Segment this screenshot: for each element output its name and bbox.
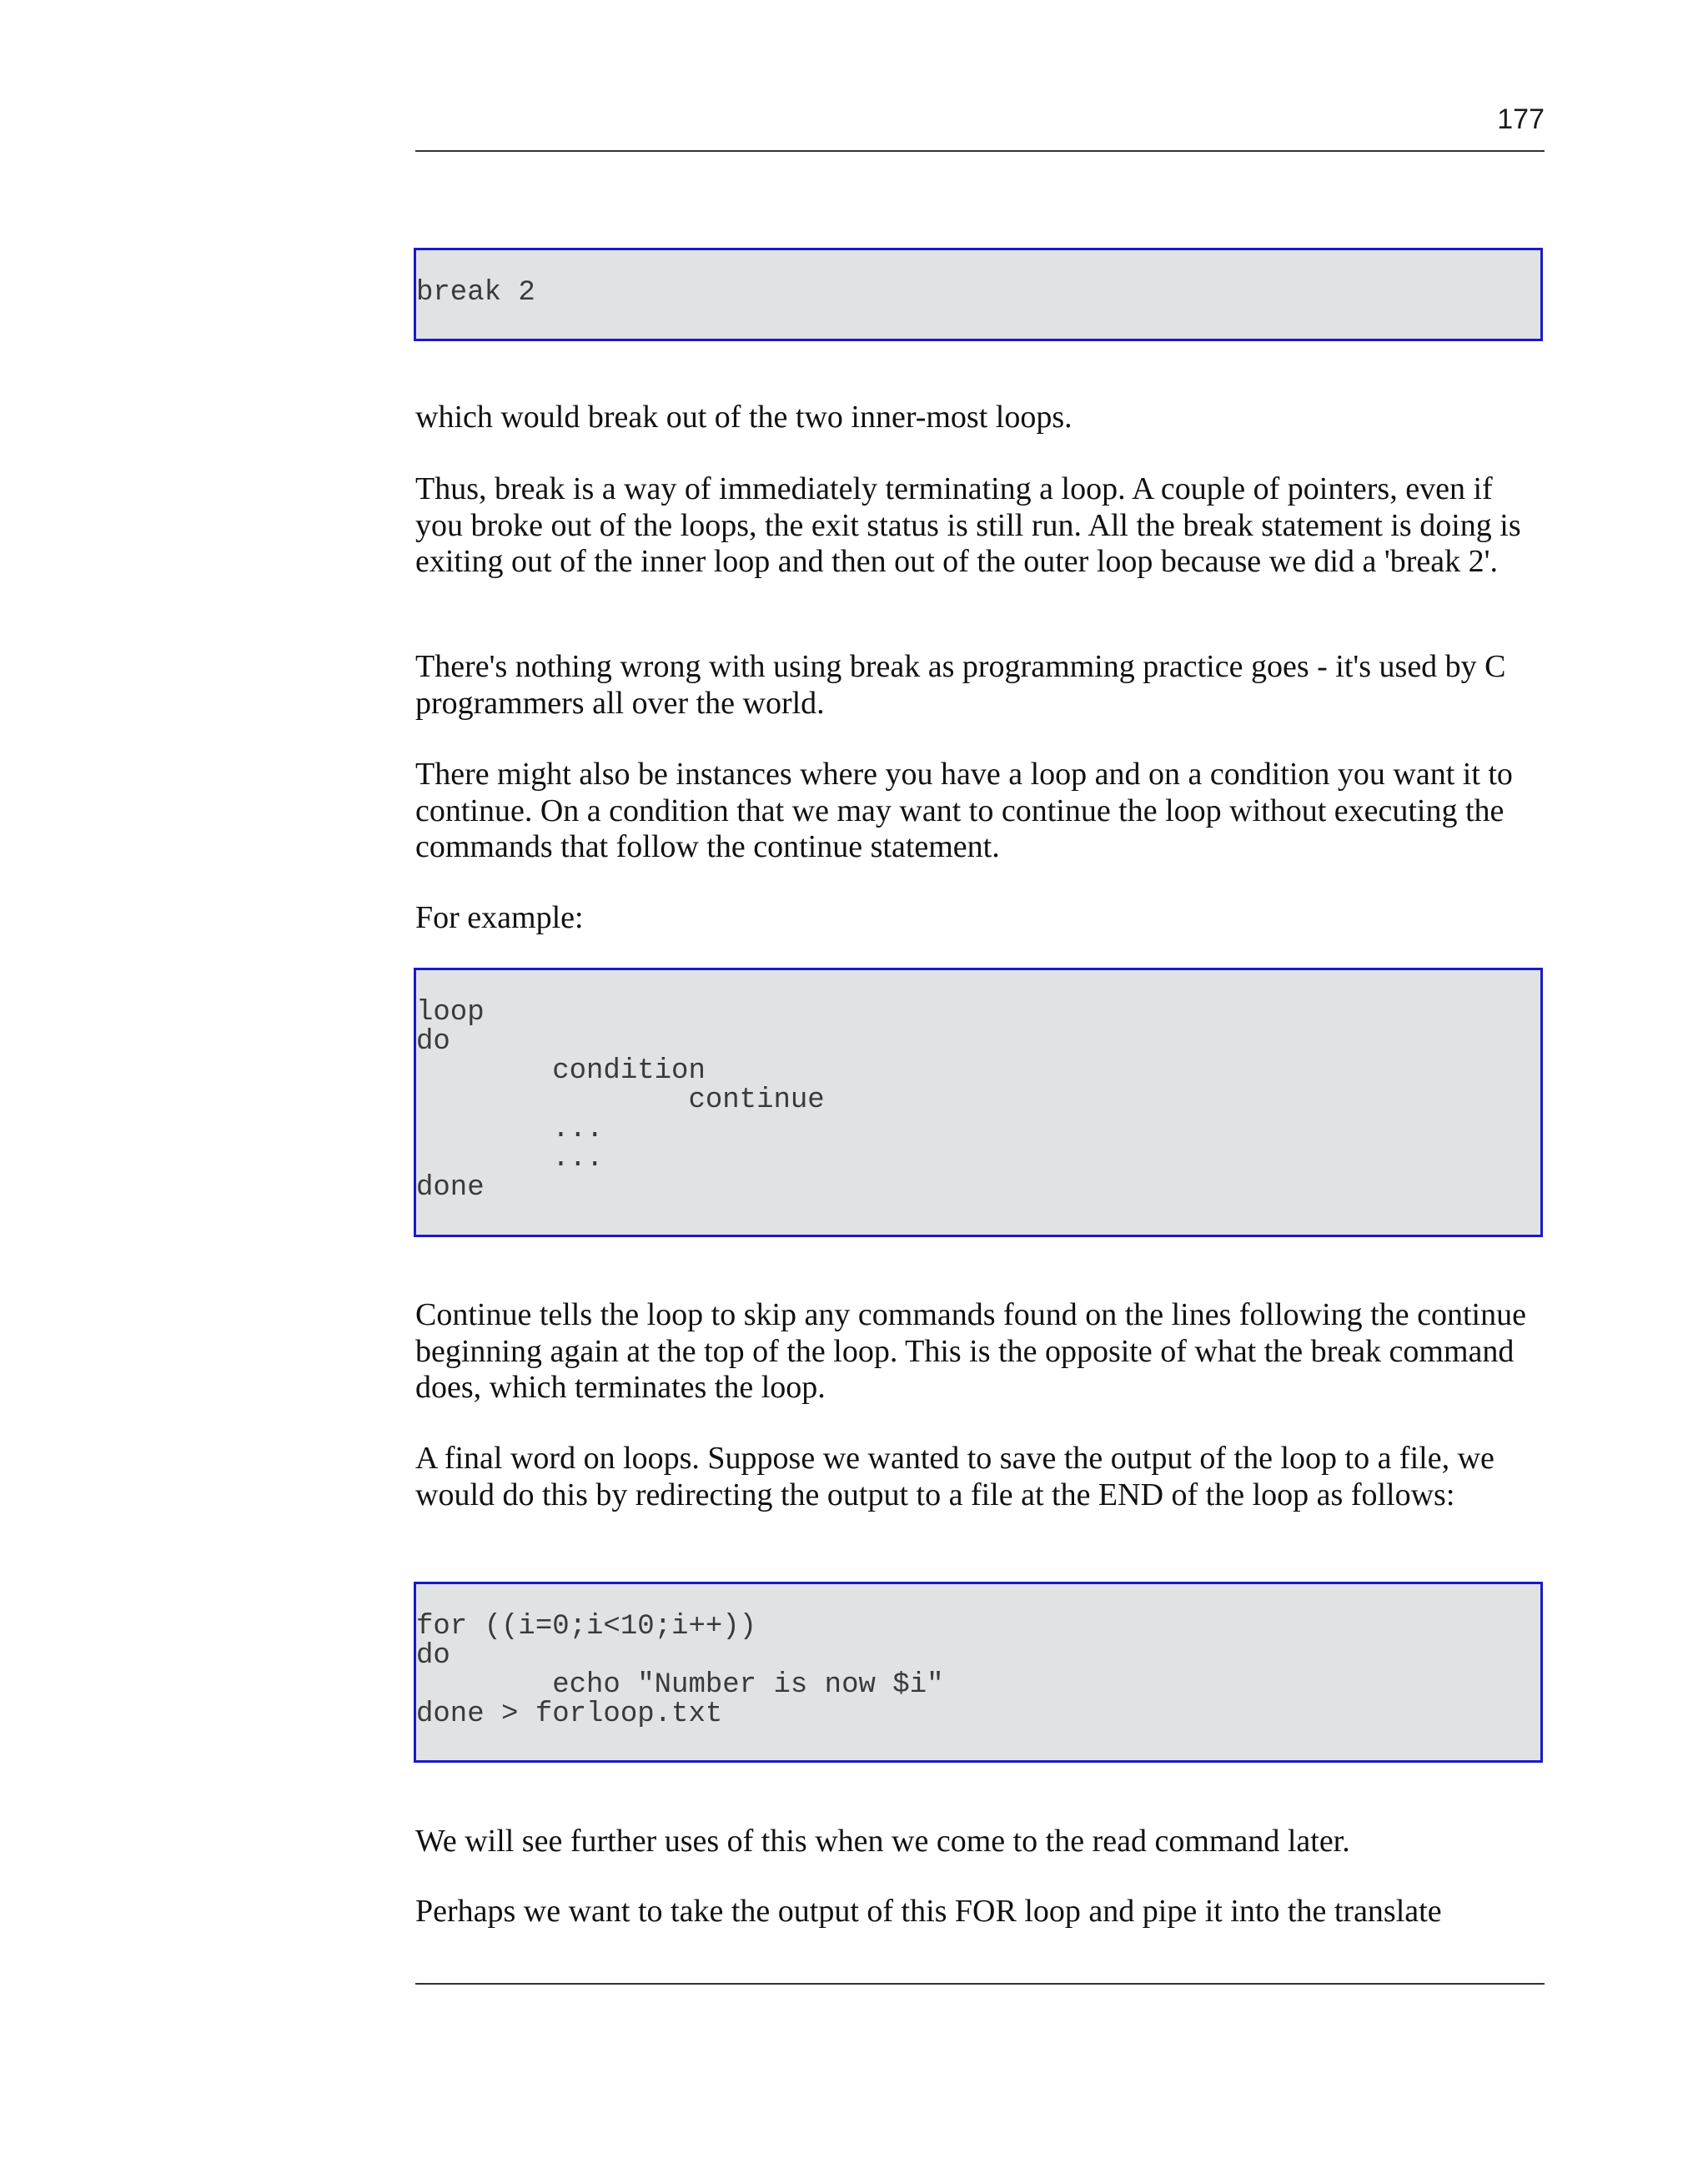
paragraph: Perhaps we want to take the output of this FOR loop and pipe it into the translate bbox=[415, 1894, 1442, 1929]
footer-rule bbox=[415, 1983, 1545, 1985]
code-line: done > forloop.txt bbox=[416, 1698, 723, 1730]
code-line: do bbox=[416, 1640, 450, 1672]
paragraph: which would break out of the two inner-most loops. bbox=[415, 400, 1073, 435]
code-line: echo "Number is now $i" bbox=[416, 1669, 944, 1701]
code-line: break 2 bbox=[416, 277, 535, 309]
paragraph: There might also be instances where you have a loop and on a condition you want it to continue. On a condition that we may want to continue the loop without executing the commands that follow the continue statement. bbox=[415, 757, 1513, 864]
paragraph: We will see further uses of this when we come to the read command later. bbox=[415, 1824, 1350, 1859]
paragraph: Continue tells the loop to skip any commands found on the lines following the continue beginning again at the top of the loop. This is the opposite of what the break command does, which terminates the loop. bbox=[415, 1297, 1526, 1405]
code-line: continue bbox=[416, 1084, 825, 1116]
paragraph: A final word on loops. Suppose we wanted to save the output of the loop to a file, we would do this by redirecting the output to a file at the END of the loop as follows: bbox=[415, 1441, 1494, 1512]
code-line: ... bbox=[416, 1114, 604, 1145]
code-line: done bbox=[416, 1172, 485, 1204]
code-block-break bbox=[414, 248, 1543, 341]
code-line: ... bbox=[416, 1143, 604, 1175]
paragraph: Thus, break is a way of immediately terminating a loop. A couple of pointers, even if you broke out of the loops, the exit status is still run. All the break statement is doing is exiting out of the inner loop and then out of the outer loop because we did a 'break 2'. bbox=[415, 471, 1521, 579]
code-block-redirect bbox=[414, 1582, 1543, 1763]
page-number: 177 bbox=[1497, 103, 1545, 135]
paragraph: For example: bbox=[415, 900, 584, 935]
paragraph: There's nothing wrong with using break as programming practice goes - it's used by C programmers all over the world. bbox=[415, 649, 1506, 721]
header-rule bbox=[415, 150, 1545, 152]
code-line: do bbox=[416, 1026, 450, 1058]
code-line: condition bbox=[416, 1055, 706, 1087]
code-line: for ((i=0;i<10;i++)) bbox=[416, 1611, 757, 1643]
code-line: loop bbox=[416, 997, 485, 1029]
code-block-continue bbox=[414, 968, 1543, 1237]
